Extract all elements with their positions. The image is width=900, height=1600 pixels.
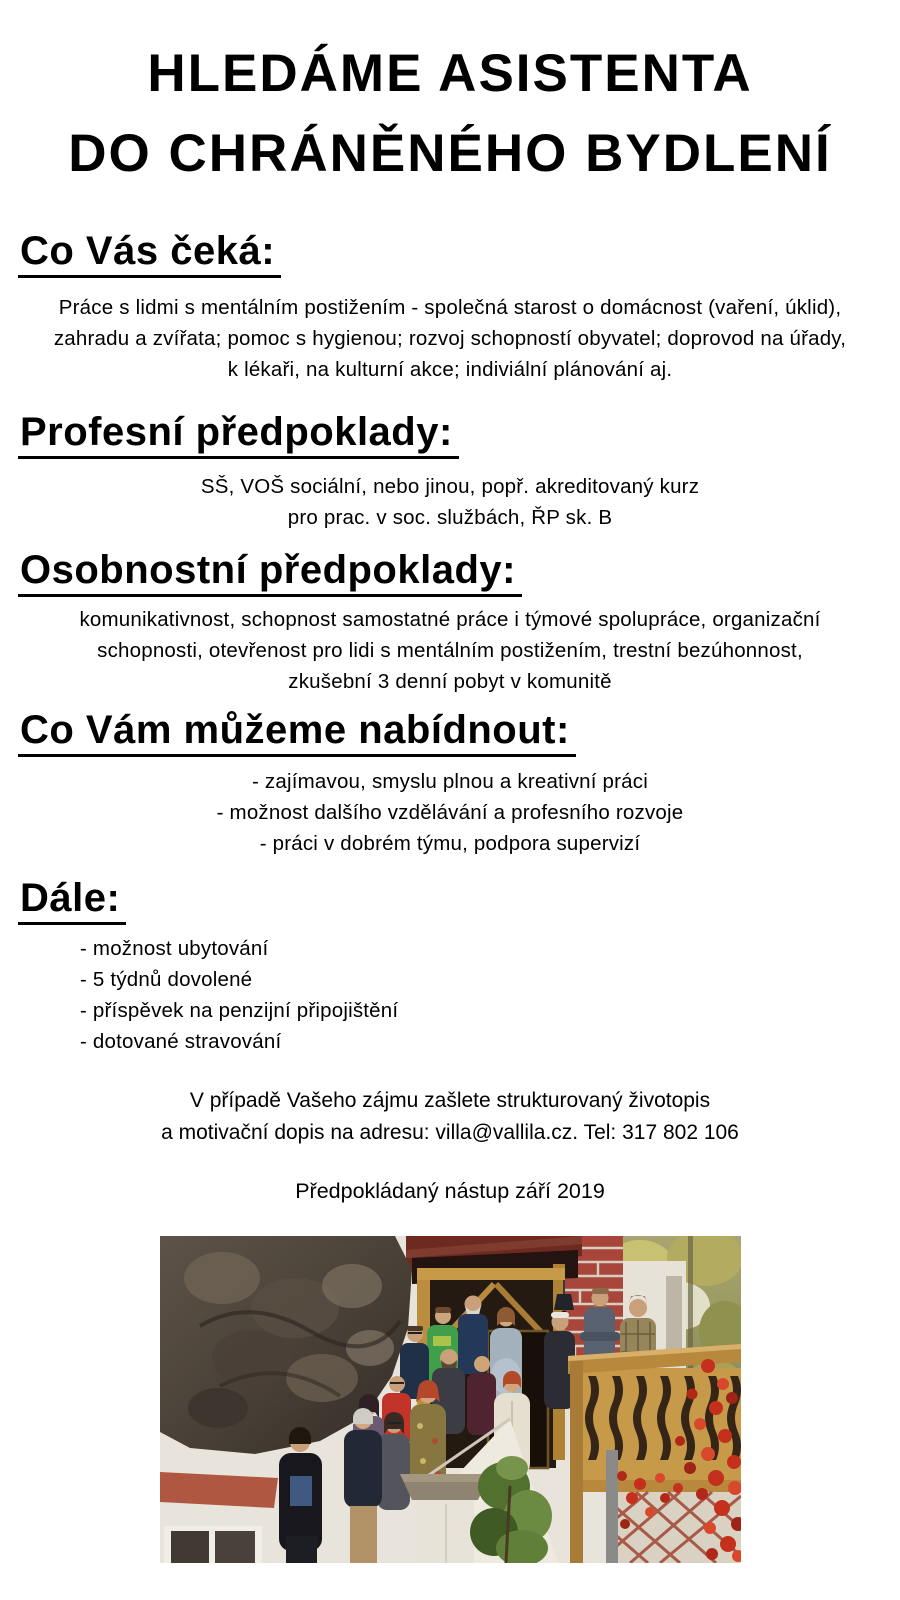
section-profesni-predpoklady — [18, 409, 882, 533]
body-line: k lékaři, na kulturní akce; indiviální plánování aj. — [227, 358, 673, 381]
section-dale — [18, 875, 882, 1057]
body-line: komunikativnost, schopnost samostatné práce i týmové spolupráce, organizační — [79, 608, 821, 631]
offer-item: - práci v dobrém týmu, podpora supervizí — [259, 832, 641, 855]
team-group-photo-illustration — [160, 1236, 741, 1563]
body-line: schopnosti, otevřenost pro lidi s mentálním postižením, trestní bezúhonnost, — [97, 639, 803, 662]
section-body — [18, 471, 882, 533]
section-heading: Co Vám můžeme nabídnout: — [18, 707, 882, 757]
contact-line: V případě Vašeho zájmu zašlete strukturovaný životopis — [189, 1089, 711, 1112]
benefit-item: - příspěvek na penzijní připojištění — [80, 999, 399, 1022]
benefit-item: - 5 týdnů dovolené — [80, 968, 253, 991]
offer-item: - zajímavou, smyslu plnou a kreativní práci — [252, 770, 648, 793]
body-line: Práce s lidmi s mentálním postižením - společná starost o domácnost (vaření, úklid), — [58, 296, 842, 319]
section-body — [18, 292, 882, 385]
section-heading: Profesní předpoklady: — [18, 409, 882, 459]
contact-info — [18, 1085, 882, 1149]
poster-title-line2: DO CHRÁNĚNÉHO BYDLENÍ — [68, 124, 832, 183]
body-line: zahradu a zvířata; pomoc s hygienou; rozvoj schopností obyvatel; doprovod na úřady, — [53, 327, 847, 350]
benefit-item: - možnost ubytování — [80, 937, 269, 960]
team-group-photo — [160, 1236, 741, 1563]
body-line: pro prac. v soc. službách, ŘP sk. B — [287, 506, 613, 529]
section-co-vas-ceka — [18, 228, 882, 385]
body-line: SŠ, VOŠ sociální, nebo jinou, popř. akreditovaný kurz — [200, 475, 700, 498]
start-date-note: Předpokládaný nástup září 2019 — [295, 1179, 605, 1203]
offer-item: - možnost dalšího vzdělávání a profesního rozvoje — [216, 801, 684, 824]
section-body — [18, 933, 882, 1057]
section-body — [18, 766, 882, 859]
section-body — [18, 604, 882, 697]
benefit-item: - dotované stravování — [80, 1030, 282, 1053]
section-osobnostni-predpoklady — [18, 547, 882, 697]
poster-title — [18, 34, 882, 194]
section-heading: Osobnostní předpoklady: — [18, 547, 882, 597]
contact-line-email-phone: a motivační dopis na adresu: villa@vallila.cz. Tel: 317 802 106 — [161, 1121, 739, 1144]
section-co-vam-muzeme-nabidnout — [18, 707, 882, 859]
section-heading: Dále: — [18, 875, 882, 925]
poster-title-line1: HLEDÁME ASISTENTA — [147, 44, 753, 103]
section-heading: Co Vás čeká: — [18, 228, 882, 278]
body-line: zkušební 3 denní pobyt v komunitě — [288, 670, 612, 693]
